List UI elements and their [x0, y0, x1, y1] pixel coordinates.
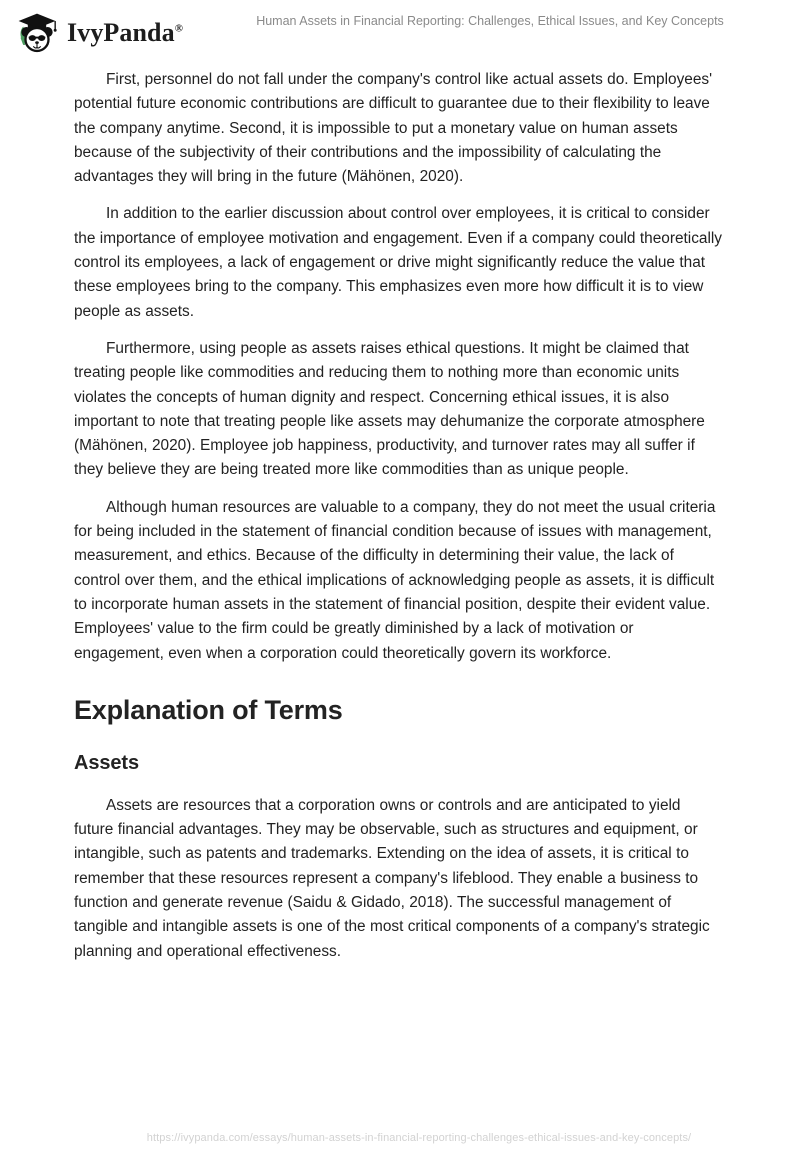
brand-name	[67, 20, 183, 46]
subsection-heading-assets: Assets	[74, 751, 139, 774]
source-url-link[interactable]: https://ivypanda.com/essays/human-assets-in-financial-reporting-challenges-ethical-issues-and-key-concepts/	[146, 1132, 692, 1144]
paragraph: Although human resources are valuable to a company, they do not meet the usual criteria for being included in the statement of financial condition because of issues with management, measurement, and ethics. Because of the difficulty in determining their value, the lack of control over them, and the ethical implications of acknowledging people as assets, it is difficult to incorporate human assets in the statement of financial position, despite their evident value. Employees' value to the firm could be greatly diminished by a lack of motivation or engagement, even when a corporation could theoretically govern its workforce.	[74, 498, 716, 662]
page-footer	[0, 1128, 800, 1146]
panda-graduate-logo-icon	[14, 10, 60, 56]
section-heading-explanation-of-terms: Explanation of Terms	[74, 694, 343, 725]
brand-logo-link[interactable]	[14, 10, 183, 56]
document-title: Human Assets in Financial Reporting: Challenges, Ethical Issues, and Key Concepts	[256, 14, 724, 28]
page-header	[0, 0, 800, 62]
paragraph: Furthermore, using people as assets raises ethical questions. It might be claimed that treating people like commodities and reducing them to nothing more than economic units violates the concepts of human dignity and respect. Concerning ethical issues, it is also important to note that treating people like assets may dehumanize the corporate atmosphere (Mähönen, 2020). Employee job happiness, productivity, and turnover rates may all suffer if they believe they are being treated more like commodities than as unique people.	[74, 339, 705, 479]
paragraph: In addition to the earlier discussion about control over employees, it is critical to consider the importance of employee motivation and engagement. Even if a company could theoretically control its employees, a lack of engagement or drive might significantly reduce the value that these employees bring to the company. This emphasizes even more how difficult it is to view people as assets.	[74, 205, 722, 320]
article-body	[74, 68, 724, 964]
brand-name-text: IvyPanda	[67, 18, 175, 47]
paragraph: Assets are resources that a corporation owns or controls and are anticipated to yield future financial advantages. They may be observable, such as structures and equipment, or intangible, such as patents and trademarks. Extending on the idea of assets, it is critical to remember that these resources represent a company's lifeblood. They enable a business to function and generate revenue (Saidu & Gidado, 2018). The successful management of tangible and intangible assets is one of the most critical components of a company's strategic planning and operational effectiveness.	[74, 796, 710, 960]
paragraph: First, personnel do not fall under the company's control like actual assets do. Employees' potential future economic contributions are difficult to guarantee due to their flexibility to leave the company anytime. Second, it is impossible to put a monetary value on human assets because of the subjectivity of their contributions and the impossibility of calculating the advantages they will bring in the future (Mähönen, 2020).	[74, 71, 713, 186]
registered-trademark-icon: ®	[174, 22, 184, 35]
